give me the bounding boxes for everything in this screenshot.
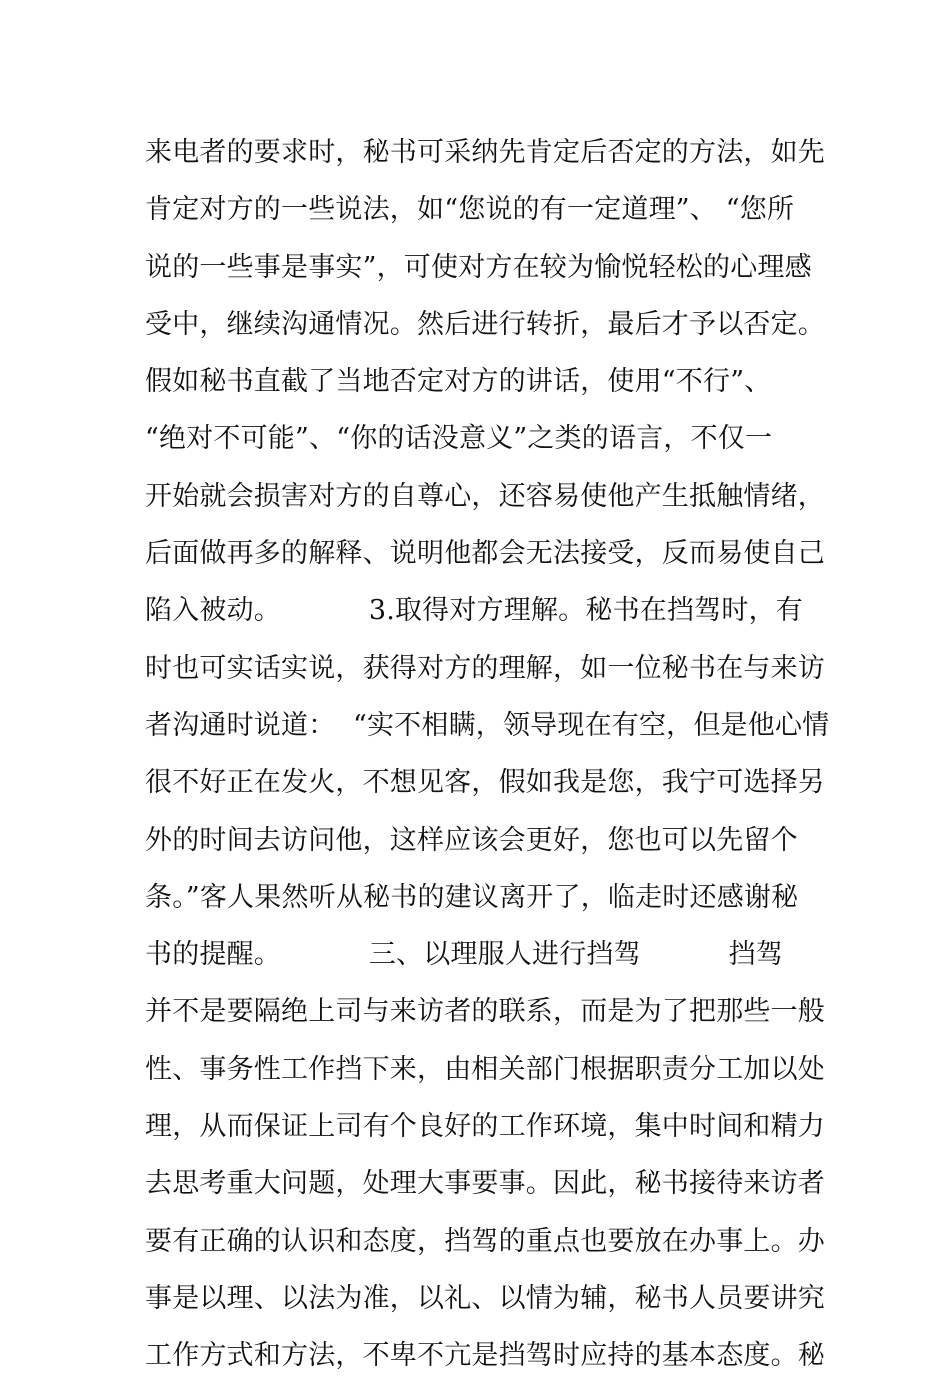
text-line: 肯定对方的一些说法，如“您说的有一定道理”、 “您所 [145, 194, 795, 226]
text-line: 外的时间去访问他，这样应该会更好，您也可以先留个 [145, 824, 798, 856]
text-line: 事是以理、以法为准，以礼、以情为辅，秘书人员要讲究 [145, 1282, 825, 1314]
text-line: 很不好正在发火，不想见客，假如我是您，我宁可选择另 [145, 767, 825, 799]
text-line: 时也可实话实说，获得对方的理解，如一位秘书在与来访 [145, 652, 825, 684]
text-line: 并不是要隔绝上司与来访者的联系，而是为了把那些一般 [145, 996, 825, 1028]
text-line: 假如秘书直截了当地否定对方的讲话，使用“不行”、 [145, 366, 772, 398]
text-line: 工作方式和方法，不卑不亢是挡驾时应持的基本态度。秘 [145, 1340, 825, 1372]
text-line: 要有正确的认识和态度，挡驾的重点也要放在办事上。办 [145, 1225, 825, 1257]
text-line: 性、事务性工作挡下来，由相关部门根据职责分工加以处 [145, 1053, 825, 1085]
text-line: 开始就会损害对方的自尊心，还容易使他产生抵触情绪， [145, 480, 825, 512]
text-line: 去思考重大问题，处理大事要事。因此，秘书接待来访者 [145, 1168, 825, 1200]
body-text [145, 124, 830, 1385]
text-line: 理，从而保证上司有个良好的工作环境，集中时间和精力 [145, 1111, 825, 1143]
text-line: “绝对不可能”、“你的话没意义”之类的语言，不仅一 [145, 423, 773, 455]
text-line: 书的提醒。 三、以理服人进行挡驾 挡驾 [145, 939, 784, 971]
text-line: 说的一些事是事实”，可使对方在较为愉悦轻松的心理感 [145, 251, 812, 283]
text-line: 受中，继续沟通情况。然后进行转折，最后才予以否定。 [145, 308, 825, 340]
text-line: 后面做再多的解释、说明他都会无法接受，反而易使自己 [145, 538, 825, 570]
text-line: 陷入被动。 3.取得对方理解。秘书在挡驾时，有 [145, 595, 803, 627]
text-line: 者沟通时说道： “实不相瞒，领导现在有空，但是他心情 [145, 709, 830, 741]
text-line: 来电者的要求时，秘书可采纳先肯定后否定的方法，如先 [145, 137, 825, 168]
text-line: 条。”客人果然听从秘书的建议离开了，临走时还感谢秘 [145, 881, 799, 913]
